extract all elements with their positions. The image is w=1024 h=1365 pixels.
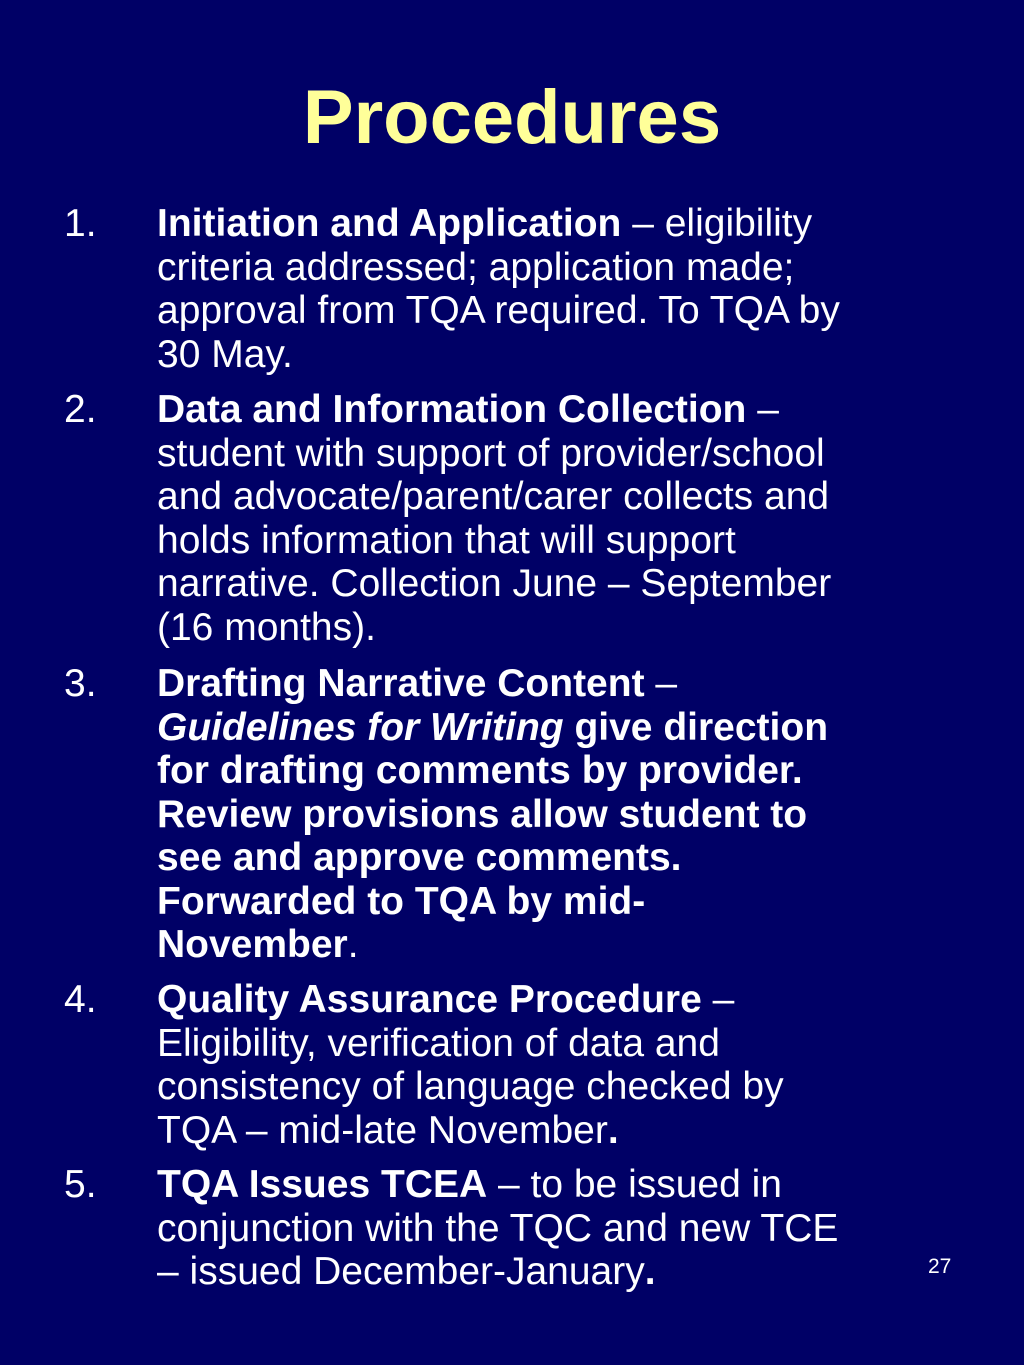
text-line bbox=[157, 1163, 957, 1207]
item-number: 4. bbox=[64, 978, 97, 1021]
text-line bbox=[157, 432, 957, 476]
text-run: Guidelines for Writing bbox=[157, 705, 564, 749]
item-text bbox=[157, 662, 957, 967]
text-run: – to be issued in bbox=[487, 1163, 783, 1206]
text-run: TQA – mid-late November bbox=[157, 1108, 608, 1152]
text-run: student with support of provider/school bbox=[157, 431, 825, 475]
text-line bbox=[157, 662, 957, 706]
text-run: for drafting comments by provider. bbox=[157, 749, 803, 792]
text-run: TQA Issues TCEA bbox=[157, 1163, 488, 1206]
text-run: . bbox=[644, 1250, 656, 1293]
text-run: Data and Information Collection bbox=[157, 388, 747, 431]
text-line bbox=[157, 289, 957, 333]
item-text bbox=[157, 388, 957, 649]
text-run: . bbox=[607, 1108, 619, 1152]
text-line bbox=[157, 1065, 957, 1109]
text-line bbox=[157, 606, 957, 650]
page-number: 27 bbox=[928, 1255, 952, 1278]
item-number: 3. bbox=[64, 662, 97, 705]
text-line bbox=[157, 1109, 957, 1153]
text-line bbox=[157, 749, 957, 793]
text-run: see and approve comments. bbox=[157, 836, 682, 879]
text-line bbox=[157, 706, 957, 750]
text-line bbox=[157, 1022, 957, 1066]
text-line bbox=[157, 246, 957, 290]
item-text bbox=[157, 1163, 957, 1294]
text-run: – bbox=[644, 662, 678, 705]
text-line bbox=[157, 475, 957, 519]
text-run: approval from TQA required. To TQA by bbox=[157, 289, 840, 332]
text-run: holds information that will support bbox=[157, 518, 736, 562]
item-number: 1. bbox=[64, 202, 97, 245]
text-line bbox=[157, 562, 957, 606]
text-run: Eligibility, verification of data and bbox=[157, 1021, 720, 1065]
text-run: – issued December-January bbox=[157, 1250, 645, 1293]
text-run: Initiation and Application bbox=[157, 202, 622, 245]
text-line bbox=[157, 880, 957, 924]
text-run: – bbox=[746, 388, 779, 431]
text-run: – bbox=[701, 978, 735, 1021]
text-line bbox=[157, 519, 957, 563]
text-run: Forwarded to TQA by mid- bbox=[157, 879, 646, 923]
item-number: 5. bbox=[64, 1163, 97, 1206]
text-run: (16 months). bbox=[157, 605, 376, 649]
item-text bbox=[157, 202, 957, 376]
text-run: Quality Assurance Procedure bbox=[157, 978, 702, 1021]
text-run: . bbox=[347, 923, 359, 966]
item-text bbox=[157, 978, 957, 1152]
text-run: narrative. Collection June – September bbox=[157, 562, 832, 605]
text-line bbox=[157, 333, 957, 377]
text-run: Review provisions allow student to bbox=[157, 792, 808, 836]
text-run: conjunction with the TQC and new TCE bbox=[157, 1206, 839, 1250]
text-line bbox=[157, 202, 957, 246]
text-run: – eligibility bbox=[621, 202, 813, 245]
text-run: give direction bbox=[563, 705, 829, 749]
text-line bbox=[157, 923, 957, 967]
text-run: Drafting Narrative Content bbox=[157, 662, 645, 705]
text-line bbox=[157, 793, 957, 837]
text-run: November bbox=[157, 923, 348, 966]
text-line bbox=[157, 1207, 957, 1251]
text-run: criteria addressed; application made; bbox=[157, 245, 795, 289]
text-run: consistency of language checked by bbox=[157, 1065, 784, 1108]
text-run: 30 May. bbox=[157, 332, 293, 376]
text-line bbox=[157, 978, 957, 1022]
item-number: 2. bbox=[64, 388, 97, 431]
text-line bbox=[157, 1250, 957, 1294]
text-run: and advocate/parent/carer collects and bbox=[157, 475, 830, 518]
slide-title: Procedures bbox=[302, 75, 722, 160]
text-line bbox=[157, 836, 957, 880]
text-line bbox=[157, 388, 957, 432]
